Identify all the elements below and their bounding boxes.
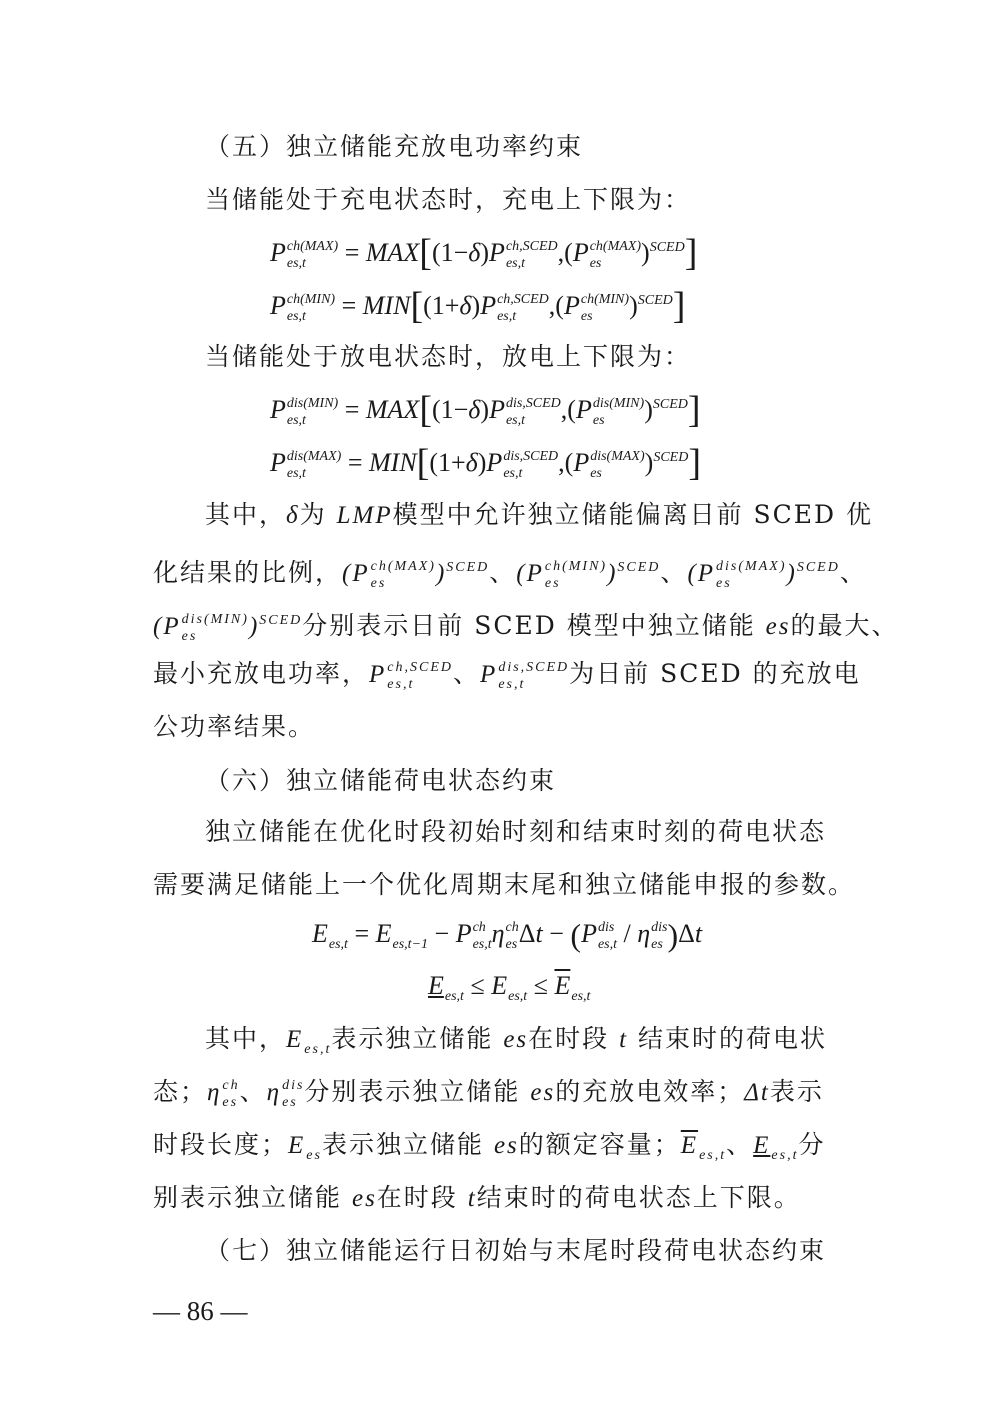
paragraph-delta-line4: 最小充放电功率，P ch,SCED es,t 、P dis,SCED es,t 为日前 SCED 的充放电 <box>153 659 861 693</box>
charge-intro: 当储能处于充电状态时，充电上下限为： <box>205 185 692 214</box>
discharge-intro: 当储能处于放电状态时，放电上下限为： <box>205 342 692 371</box>
where-line3: 时段长度；E es 表示独立储能 es的额定容量；E es,t 、E es,t 分 <box>153 1130 826 1164</box>
equation-soc-bounds: E es,t ≤ E es,t ≤ E es,t <box>428 971 591 1005</box>
section-heading-six: （六）独立储能荷电状态约束 <box>205 766 557 795</box>
paragraph-delta-line3: (P dis(MIN) es )$^{SCED}$分别表示日前 SCED 模型中独立储能 es的最大、 <box>153 611 899 645</box>
where-line2: 态；η ch es 、η dis es 分别表示独立储能 es的充放电效率；Δt表示 <box>153 1077 824 1111</box>
paragraph-delta-line2: 化结果的比例，(P ch(MAX) es )$^{SCED}$、(P ch(MIN) es )$^{SCED}$、(P dis(MAX) es )$^{SCED}$、 <box>153 558 867 592</box>
paragraph-delta-line5: 公功率结果。 <box>153 712 316 741</box>
equation-discharge-max: P dis(MAX) es,t = MIN[(1+δ)P dis,SCED es,t ,(P dis(MAX) es )$^{SCED}$] <box>270 442 701 484</box>
equation-energy-balance: E es,t = E es,t−1 − P ch es,t η ch es Δt − (P dis es,t / η dis es )Δt <box>312 917 703 953</box>
equation-discharge-min: P dis(MIN) es,t = MAX[(1−δ)P dis,SCED es,t ,(P dis(MIN) es )$^{SCED}$] <box>270 389 701 431</box>
where-line4: 别表示独立储能 es在时段 t结束时的荷电状态上下限。 <box>153 1183 801 1212</box>
section-heading-five: （五）独立储能充放电功率约束 <box>205 132 584 161</box>
page-number: — 86 — <box>153 1296 248 1326</box>
soc-paragraph-line1: 独立储能在优化时段初始时刻和结束时刻的荷电状态 <box>205 817 827 846</box>
paragraph-delta-line1: 其中，δ为 LMP模型中允许独立储能偏离日前 SCED 优 <box>205 500 874 529</box>
soc-paragraph-line2: 需要满足储能上一个优化周期末尾和独立储能申报的参数。 <box>153 870 856 899</box>
equation-charge-min: P ch(MIN) es,t = MIN[(1+δ)P ch,SCED es,t ,(P ch(MIN) es )$^{SCED}$] <box>270 285 686 327</box>
equation-charge-max: P ch(MAX) es,t = MAX[(1−δ)P ch,SCED es,t ,(P ch(MAX) es )$^{SCED}$] <box>270 232 698 274</box>
section-heading-seven: （七）独立储能运行日初始与末尾时段荷电状态约束 <box>205 1236 827 1265</box>
where-line1: 其中，E es,t 表示独立储能 es在时段 t 结束时的荷电状 <box>205 1024 828 1058</box>
